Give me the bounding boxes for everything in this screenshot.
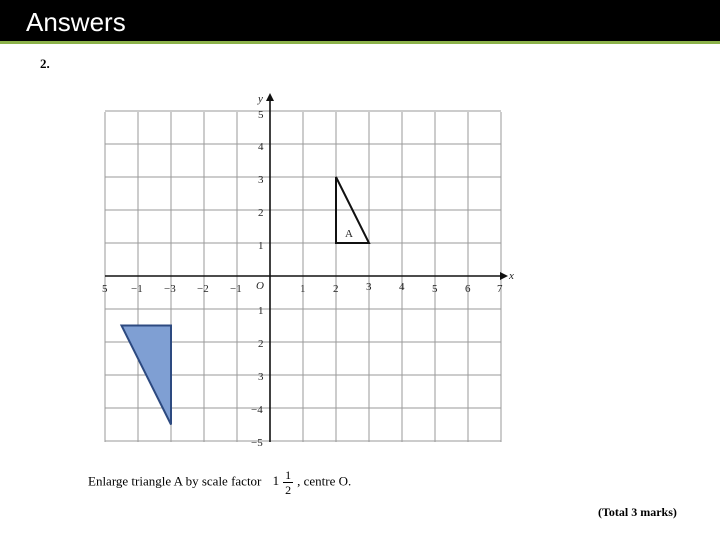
total-marks: (Total 3 marks): [598, 505, 677, 519]
x-tick-label: 5: [102, 283, 108, 295]
y-tick-label: 1: [258, 305, 264, 317]
y-tick-label: −4: [251, 404, 263, 416]
x-tick-label: 7: [497, 283, 503, 295]
x-tick-label: 5: [432, 283, 438, 295]
origin-label: O: [256, 280, 264, 292]
instruction-suffix: , centre O.: [297, 473, 352, 489]
y-tick-label: 2: [258, 338, 264, 350]
x-tick-label: −2: [197, 283, 209, 295]
x-tick-label: −1: [131, 283, 143, 295]
x-tick-label: 4: [399, 281, 405, 293]
question-number: 2.: [40, 56, 50, 71]
triangle-a-label: A: [345, 228, 353, 240]
scale-factor-whole: 1: [272, 473, 280, 489]
instruction-prefix: Enlarge triangle A by scale factor: [88, 473, 262, 489]
y-tick-label: 2: [258, 207, 264, 219]
y-tick-label: 1: [258, 240, 264, 252]
y-tick-label: −5: [251, 437, 263, 449]
slide-title: Answers: [26, 7, 126, 37]
x-tick-label: 1: [300, 283, 306, 295]
x-axis-label: x: [509, 270, 514, 282]
y-tick-label: 3: [258, 371, 264, 383]
x-tick-label: 2: [333, 283, 339, 295]
y-axis-label: y: [258, 93, 263, 105]
x-tick-label: 6: [465, 283, 471, 295]
y-tick-label: 3: [258, 174, 264, 186]
y-tick-label: 5: [258, 109, 264, 121]
scale-factor-denominator: 2: [285, 483, 292, 497]
x-tick-label: −1: [230, 283, 242, 295]
x-tick-label: −3: [164, 283, 176, 295]
question-instruction: [88, 468, 351, 497]
x-axis-arrow: [500, 272, 508, 280]
scale-factor-numerator: 1: [285, 468, 292, 482]
y-tick-label: 4: [258, 141, 264, 153]
scale-factor-fraction: [283, 468, 293, 497]
x-tick-label: 3: [366, 281, 372, 293]
y-axis-arrow: [266, 93, 274, 101]
